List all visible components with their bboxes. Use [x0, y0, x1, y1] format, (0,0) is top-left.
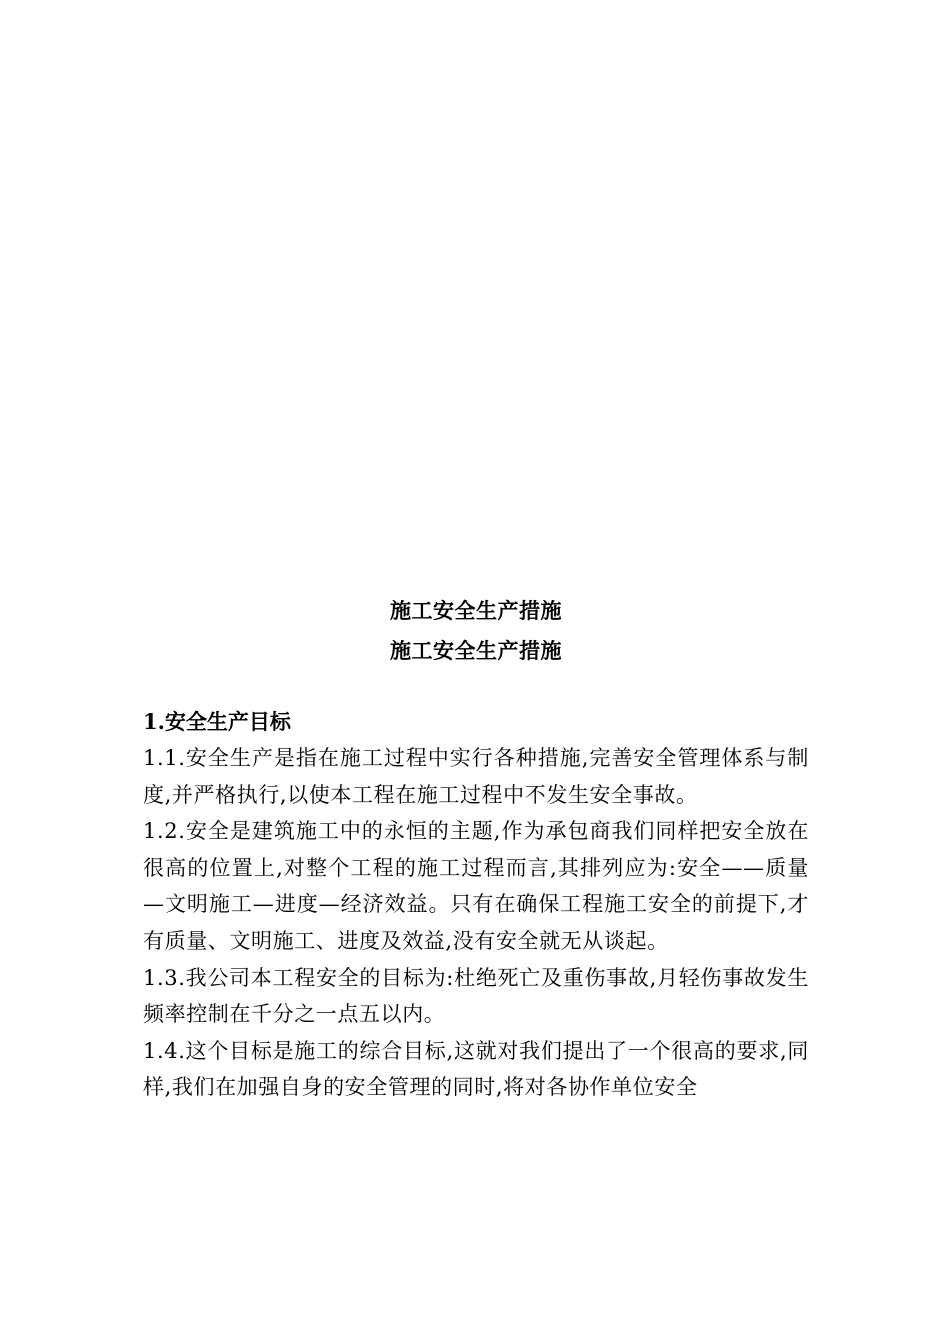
document-subtitle: 施工安全生产措施	[390, 638, 562, 663]
section-heading: 1.安全生产目标	[143, 709, 291, 734]
paragraph-1-4: 1.4.这个目标是施工的综合目标,这就对我们提出了一个很高的要求,同样,我们在加强自身的安全管理的同时,将对各协作单位安全	[143, 1038, 809, 1100]
paragraph-1-3: 1.3.我公司本工程安全的目标为:杜绝死亡及重伤事故,月轻伤事故发生频率控制在千分之一点五以内。	[143, 965, 809, 1027]
paragraph-1-1: 1.1.安全生产是指在施工过程中实行各种措施,完善安全管理体系与制度,并严格执行,以使本工程在施工过程中不发生安全事故。	[143, 746, 809, 807]
paragraph-1-2: 1.2.安全是建筑施工中的永恒的主题,作为承包商我们同样把安全放在很高的位置上,对整个工程的施工过程而言,其排列应为:安全——质量—文明施工—进度—经济效益。只有在确保工程施工安全的前提下,才有质量、文明施工、进度及效益,没有安全就无从谈起。	[143, 819, 809, 953]
title-spacing	[143, 671, 809, 704]
document-title: 施工安全生产措施	[390, 598, 562, 623]
document-body	[143, 591, 809, 1106]
